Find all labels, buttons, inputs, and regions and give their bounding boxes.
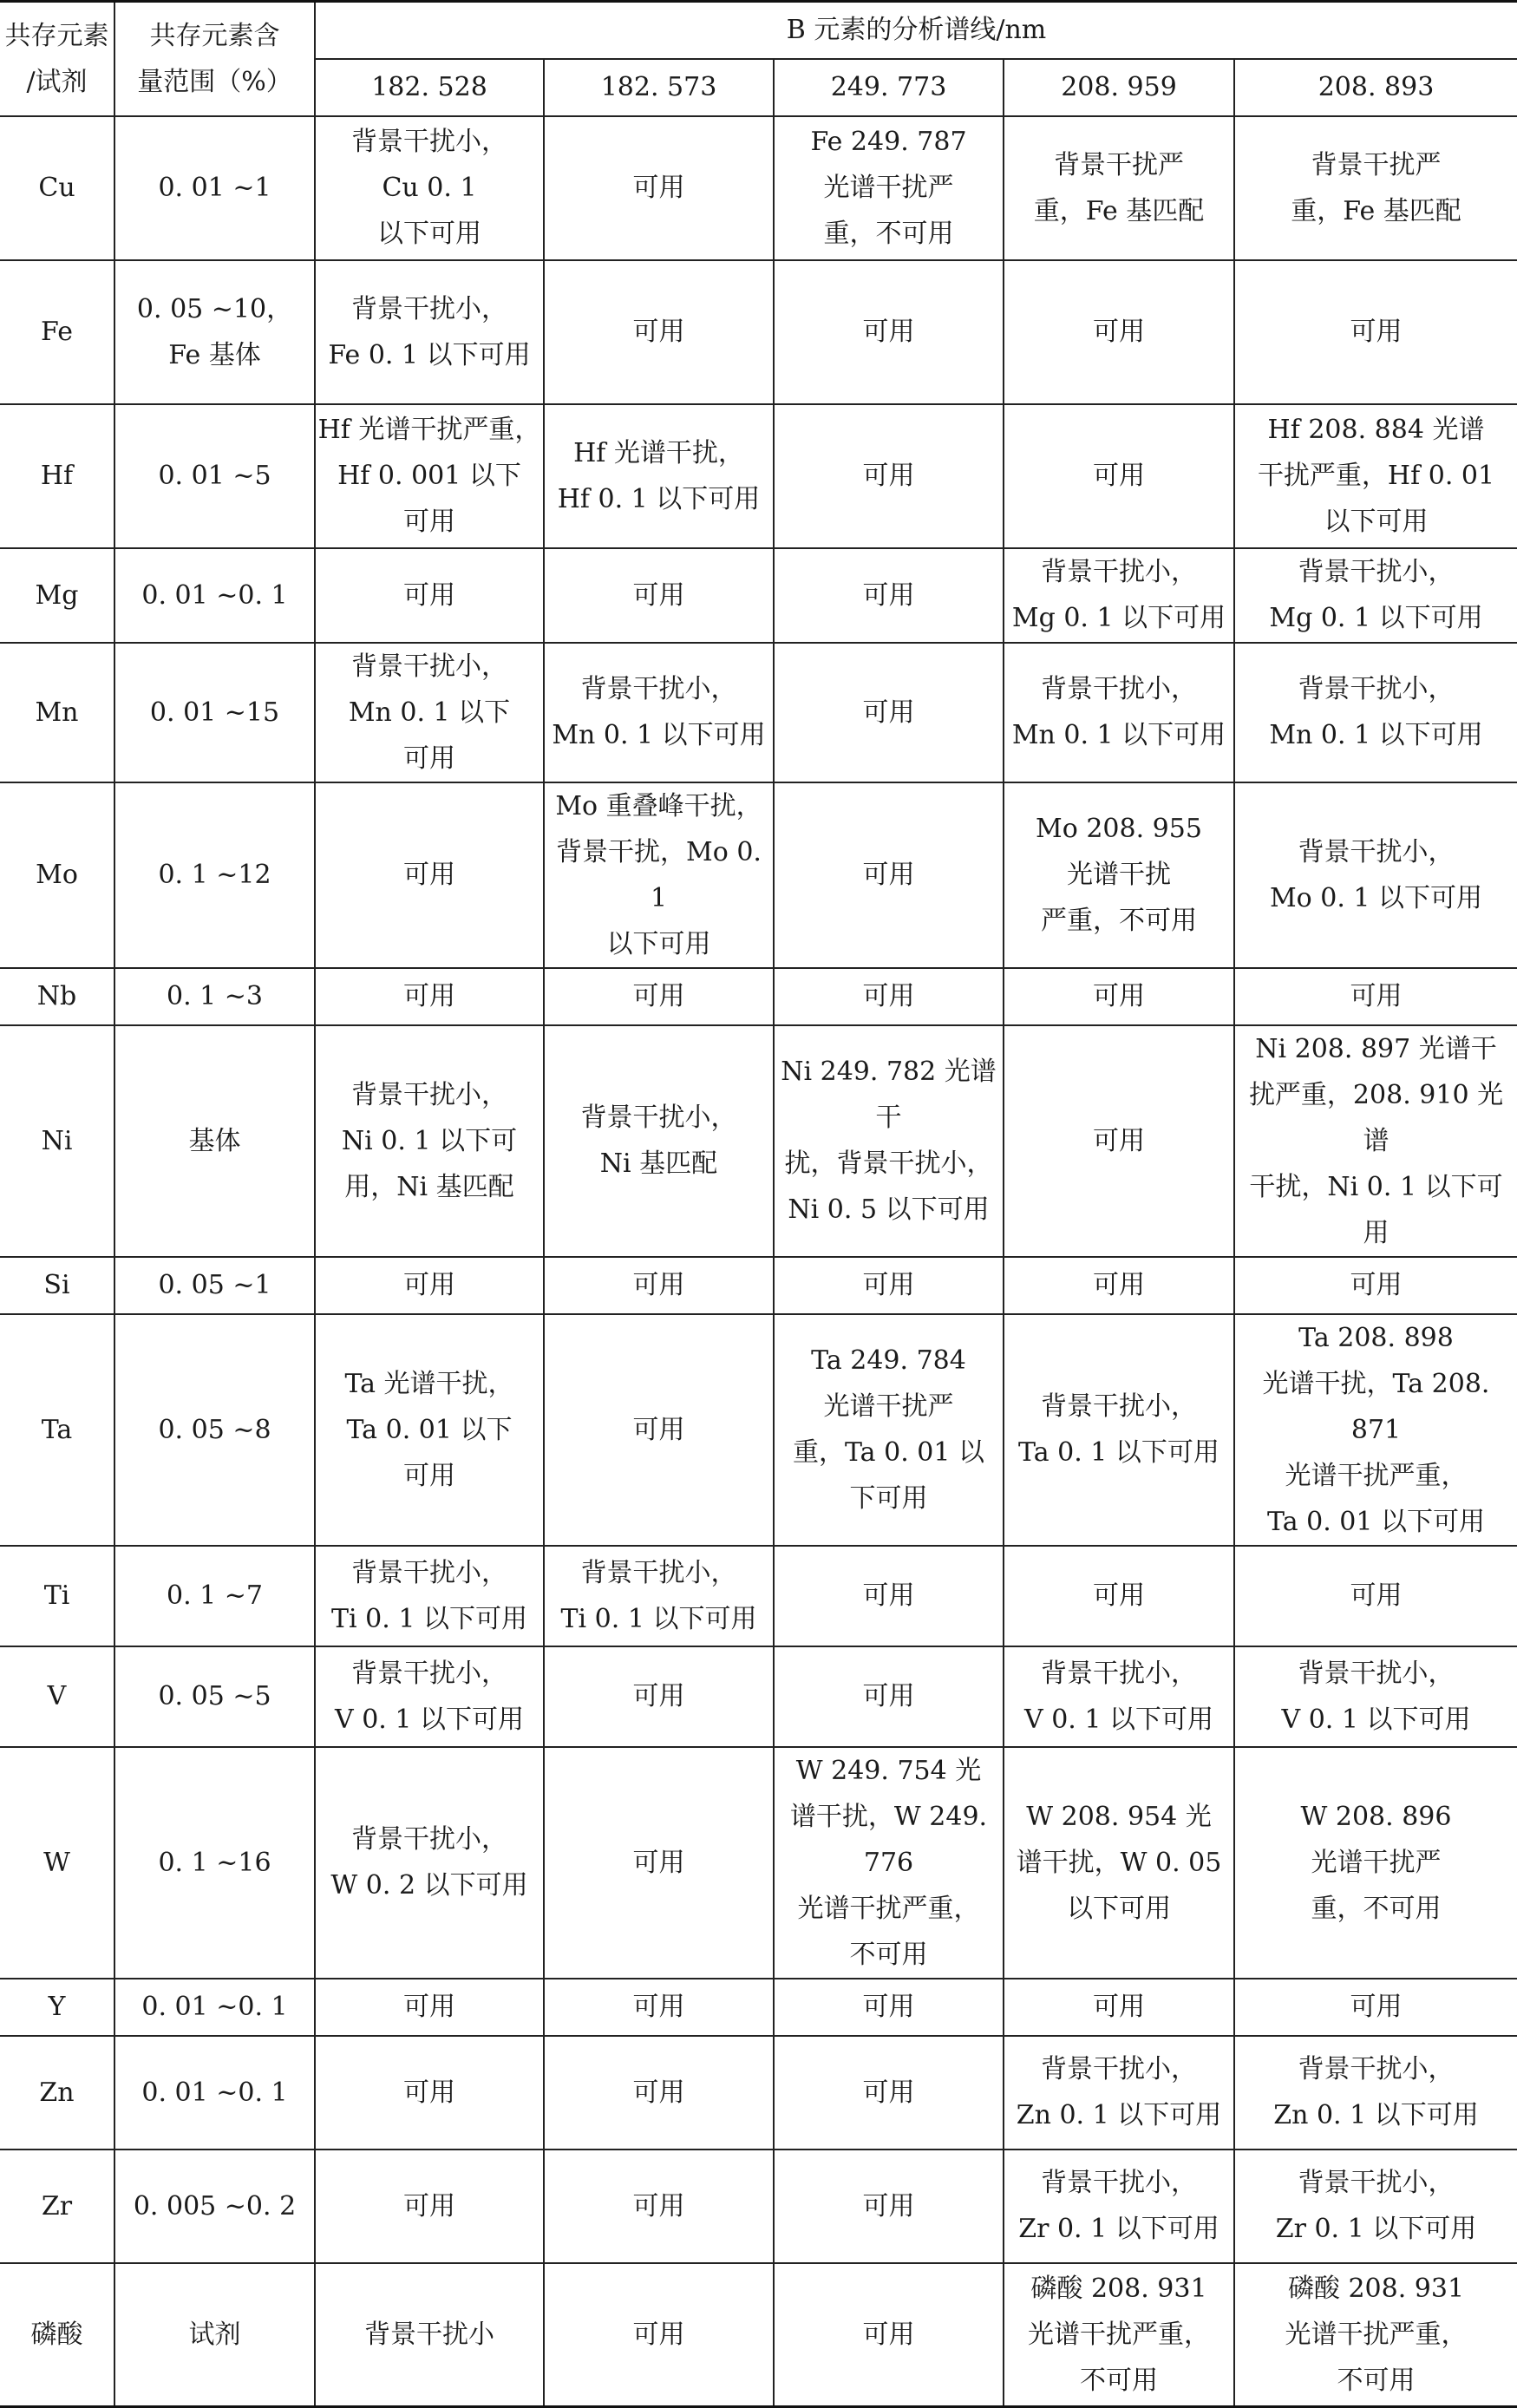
cell-range: 基体 [114,1025,315,1257]
cell-element: W [0,1747,114,1979]
cell-element: Fe [0,260,114,404]
cell-line-result: 可用 [774,548,1004,643]
cell-element: Ta [0,1314,114,1546]
table-row [0,2150,1517,2263]
header-line: 208. 959 [1004,59,1234,116]
cell-line-result: 可用 [1234,968,1517,1025]
cell-range: 0. 005 ~0. 2 [114,2150,315,2263]
cell-range: 0. 01 ~15 [114,643,315,782]
cell-element: Cu [0,116,114,260]
cell-element: Ni [0,1025,114,1257]
cell-line-result: 可用 [544,2263,774,2407]
cell-line-result: 可用 [315,2036,544,2150]
cell-line-result: Mo 208. 955 光谱干扰 严重，不可用 [1004,782,1234,968]
cell-line-result: 可用 [774,2263,1004,2407]
cell-line-result: 可用 [774,1979,1004,2036]
cell-line-result: 可用 [315,2150,544,2263]
cell-line-result: 可用 [774,968,1004,1025]
cell-line-result: Ta 249. 784 光谱干扰严 重，Ta 0. 01 以 下可用 [774,1314,1004,1546]
cell-line-result: 可用 [544,968,774,1025]
cell-line-result: 可用 [774,2036,1004,2150]
cell-line-result: 背景干扰严 重，Fe 基匹配 [1234,116,1517,260]
cell-line-result: W 208. 896 光谱干扰严 重，不可用 [1234,1747,1517,1979]
cell-line-result: 背景干扰小， Zn 0. 1 以下可用 [1234,2036,1517,2150]
cell-line-result: 可用 [774,2150,1004,2263]
cell-line-result: W 249. 754 光 谱干扰，W 249. 776 光谱干扰严重， 不可用 [774,1747,1004,1979]
cell-line-result: 可用 [1234,1546,1517,1646]
cell-line-result: Ni 249. 782 光谱干 扰，背景干扰小， Ni 0. 5 以下可用 [774,1025,1004,1257]
cell-line-result: 背景干扰小， Mg 0. 1 以下可用 [1234,548,1517,643]
cell-line-result: 可用 [774,1546,1004,1646]
cell-line-result: 可用 [315,782,544,968]
table-row [0,1257,1517,1314]
cell-line-result: 背景干扰小， Zr 0. 1 以下可用 [1234,2150,1517,2263]
cell-range: 0. 05 ~8 [114,1314,315,1546]
cell-line-result: 可用 [544,548,774,643]
table-row [0,968,1517,1025]
table-row [0,1646,1517,1747]
cell-line-result: 可用 [1004,1025,1234,1257]
cell-line-result: 可用 [774,1257,1004,1314]
table-row [0,1546,1517,1646]
cell-line-result: 可用 [774,260,1004,404]
cell-line-result: 背景干扰小 [315,2263,544,2407]
cell-line-result: 可用 [544,2036,774,2150]
cell-range: 0. 01 ~0. 1 [114,2036,315,2150]
cell-line-result: Fe 249. 787 光谱干扰严 重，不可用 [774,116,1004,260]
cell-range: 0. 1 ~3 [114,968,315,1025]
cell-line-result: Hf 光谱干扰， Hf 0. 1 以下可用 [544,404,774,548]
cell-element: Nb [0,968,114,1025]
cell-line-result: 可用 [1004,260,1234,404]
cell-line-result: W 208. 954 光 谱干扰，W 0. 05 以下可用 [1004,1747,1234,1979]
table-row [0,404,1517,548]
cell-line-result: 背景干扰小， Cu 0. 1 以下可用 [315,116,544,260]
header-range: 共存元素含 量范围（%） [114,2,315,116]
cell-range: 0. 05 ~1 [114,1257,315,1314]
cell-line-result: Ni 208. 897 光谱干 扰严重，208. 910 光谱 干扰，Ni 0. 1 以下可用 [1234,1025,1517,1257]
cell-line-result: 可用 [774,404,1004,548]
table-row [0,643,1517,782]
cell-line-result: 可用 [1234,1979,1517,2036]
header-line: 182. 573 [544,59,774,116]
cell-element: Mo [0,782,114,968]
cell-line-result: 可用 [774,782,1004,968]
cell-line-result: 可用 [1234,260,1517,404]
cell-line-result: 可用 [544,1314,774,1546]
cell-line-result: 可用 [544,260,774,404]
cell-line-result: 背景干扰小， Fe 0. 1 以下可用 [315,260,544,404]
table-row [0,2036,1517,2150]
cell-element: Ti [0,1546,114,1646]
cell-line-result: 背景干扰小， Ni 基匹配 [544,1025,774,1257]
table-row [0,1314,1517,1546]
cell-line-result: 背景干扰小， Mo 0. 1 以下可用 [1234,782,1517,968]
cell-line-result: 可用 [544,1747,774,1979]
cell-line-result: 磷酸 208. 931 光谱干扰严重， 不可用 [1234,2263,1517,2407]
cell-line-result: 可用 [774,1646,1004,1747]
cell-range: 0. 05 ~5 [114,1646,315,1747]
cell-element: Si [0,1257,114,1314]
cell-range: 0. 01 ~1 [114,116,315,260]
table-row [0,260,1517,404]
cell-line-result: 可用 [315,1979,544,2036]
cell-line-result: Ta 208. 898 光谱干扰，Ta 208. 871 光谱干扰严重， Ta 0. 01 以下可用 [1234,1314,1517,1546]
cell-line-result: 背景干扰小， Mn 0. 1 以下 可用 [315,643,544,782]
cell-line-result: 可用 [315,1257,544,1314]
cell-line-result: 可用 [315,548,544,643]
cell-line-result: 背景干扰小， V 0. 1 以下可用 [315,1646,544,1747]
cell-element: Mg [0,548,114,643]
cell-range: 试剂 [114,2263,315,2407]
cell-element: Mn [0,643,114,782]
cell-element: Zr [0,2150,114,2263]
cell-line-result: 背景干扰小， V 0. 1 以下可用 [1234,1646,1517,1747]
cell-element: 磷酸 [0,2263,114,2407]
table-header [0,2,1517,116]
cell-line-result: 背景干扰小， Mn 0. 1 以下可用 [544,643,774,782]
cell-line-result: 可用 [1234,1257,1517,1314]
cell-line-result: 可用 [774,643,1004,782]
cell-line-result: 背景干扰小， Ni 0. 1 以下可 用，Ni 基匹配 [315,1025,544,1257]
header-line: 249. 773 [774,59,1004,116]
table-row [0,548,1517,643]
cell-range: 0. 05 ~10， Fe 基体 [114,260,315,404]
cell-range: 0. 1 ~12 [114,782,315,968]
cell-element: Hf [0,404,114,548]
cell-element: Zn [0,2036,114,2150]
cell-line-result: Mo 重叠峰干扰， 背景干扰，Mo 0. 1 以下可用 [544,782,774,968]
cell-line-result: 背景干扰小， Ti 0. 1 以下可用 [544,1546,774,1646]
cell-range: 0. 01 ~0. 1 [114,548,315,643]
table-row [0,782,1517,968]
cell-line-result: 背景干扰小， Mn 0. 1 以下可用 [1004,643,1234,782]
cell-range: 0. 1 ~16 [114,1747,315,1979]
cell-line-result: 背景干扰小， Zr 0. 1 以下可用 [1004,2150,1234,2263]
header-line: 182. 528 [315,59,544,116]
cell-line-result: 可用 [1004,404,1234,548]
table-row [0,1025,1517,1257]
cell-line-result: 背景干扰小， Ti 0. 1 以下可用 [315,1546,544,1646]
cell-line-result: 可用 [315,968,544,1025]
header-element: 共存元素 /试剂 [0,2,114,116]
cell-line-result: Hf 光谱干扰严重， Hf 0. 001 以下 可用 [315,404,544,548]
cell-line-result: 可用 [1004,1979,1234,2036]
cell-line-result: Hf 208. 884 光谱 干扰严重，Hf 0. 01 以下可用 [1234,404,1517,548]
cell-line-result: 可用 [544,1257,774,1314]
cell-line-result: 可用 [1004,1257,1234,1314]
cell-line-result: 背景干扰小， Mn 0. 1 以下可用 [1234,643,1517,782]
cell-element: Y [0,1979,114,2036]
cell-line-result: 背景干扰严 重，Fe 基匹配 [1004,116,1234,260]
table-row [0,1747,1517,1979]
table-body [0,116,1517,2407]
cell-element: V [0,1646,114,1747]
cell-line-result: Ta 光谱干扰， Ta 0. 01 以下 可用 [315,1314,544,1546]
cell-range: 0. 1 ~7 [114,1546,315,1646]
header-group: B 元素的分析谱线/nm [315,2,1517,59]
cell-line-result: 磷酸 208. 931 光谱干扰严重， 不可用 [1004,2263,1234,2407]
cell-line-result: 背景干扰小， Mg 0. 1 以下可用 [1004,548,1234,643]
table-row [0,1979,1517,2036]
cell-line-result: 可用 [544,116,774,260]
cell-line-result: 可用 [544,1646,774,1747]
cell-line-result: 背景干扰小， Zn 0. 1 以下可用 [1004,2036,1234,2150]
cell-range: 0. 01 ~0. 1 [114,1979,315,2036]
cell-line-result: 可用 [1004,1546,1234,1646]
cell-line-result: 背景干扰小， Ta 0. 1 以下可用 [1004,1314,1234,1546]
table-row [0,2263,1517,2407]
cell-line-result: 背景干扰小， V 0. 1 以下可用 [1004,1646,1234,1747]
cell-range: 0. 01 ~5 [114,404,315,548]
cell-line-result: 可用 [1004,968,1234,1025]
table-row [0,116,1517,260]
cell-line-result: 背景干扰小， W 0. 2 以下可用 [315,1747,544,1979]
cell-line-result: 可用 [544,1979,774,2036]
header-line: 208. 893 [1234,59,1517,116]
cell-line-result: 可用 [544,2150,774,2263]
